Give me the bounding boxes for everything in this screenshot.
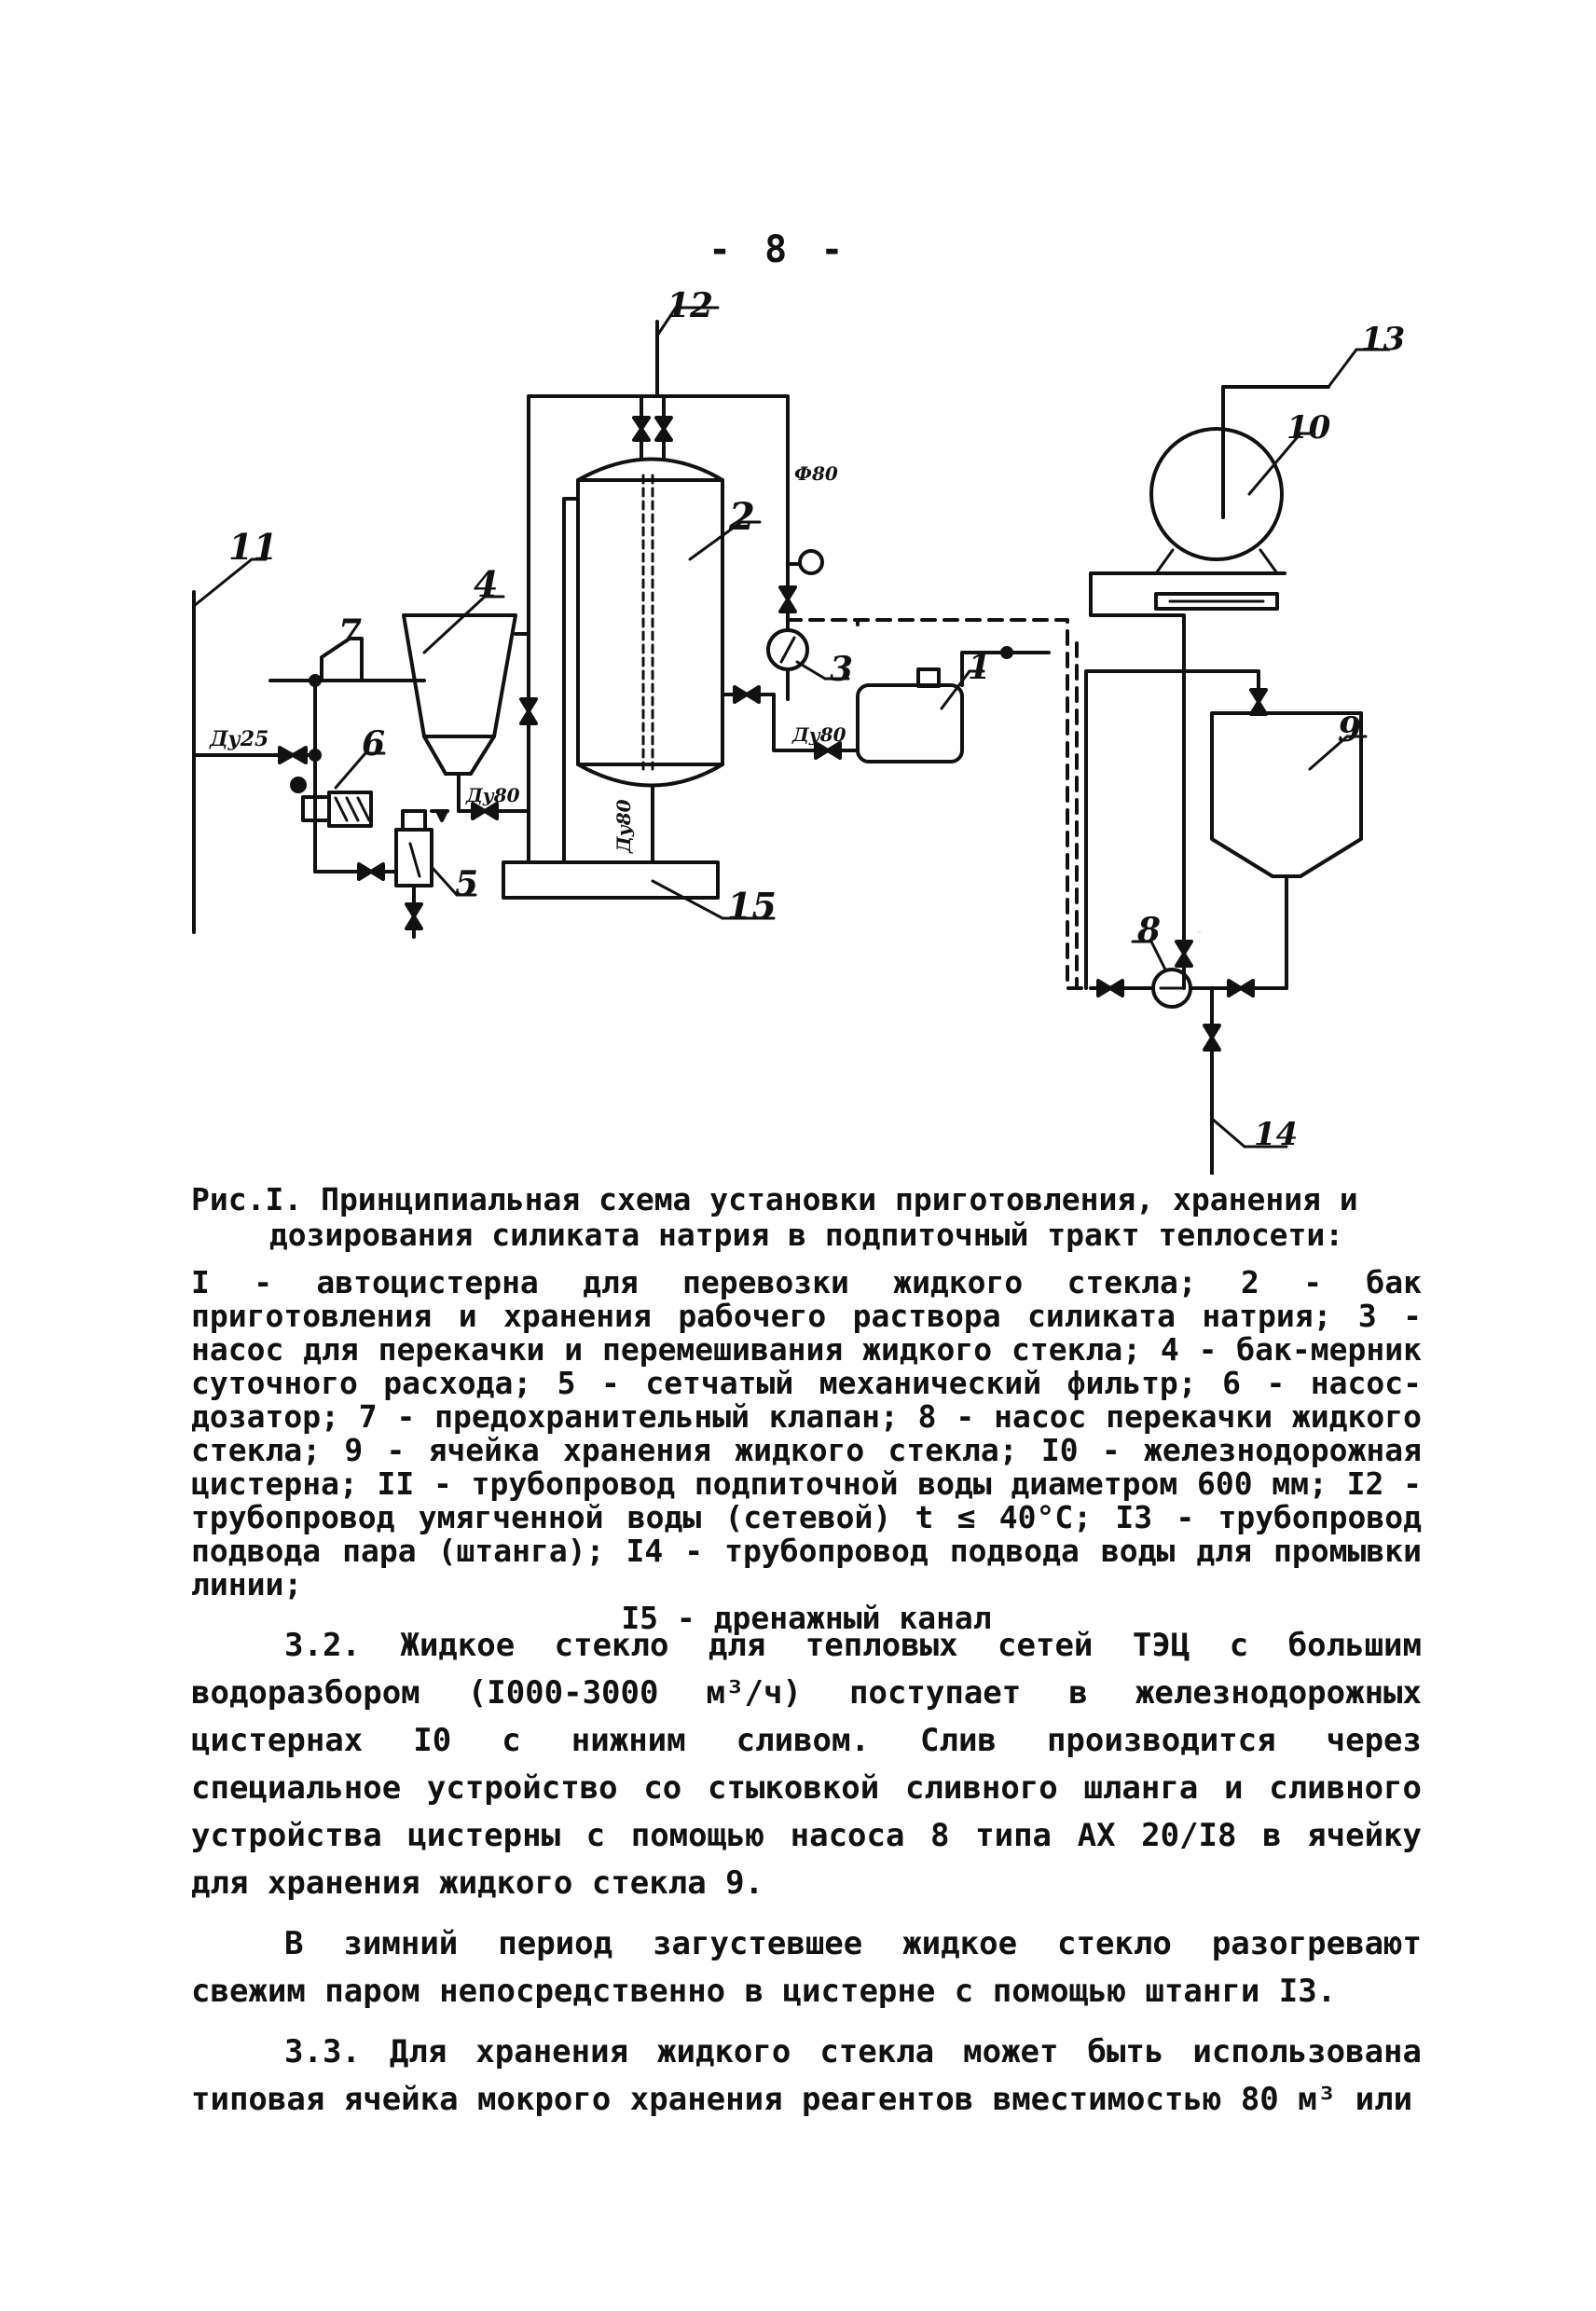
autocistern-1 <box>858 685 962 762</box>
caption-legend-text: I - автоцистерна для перевозки жидкого стекла; 2 - бак приготовления и хранения рабочего раствора силиката натрия; 3 - насос для перекачки и перемешивания жидкого стекла; 4 - бак-мерник суточного расхода; 5 - сетчатый механический фильтр; 6 - насос-дозатор; 7 - предохранительный клапан; 8 - насос перекачки жидкого стекла; 9 - ячейка хранения жидкого стекла; I0 - железнодорожная цистерна; II - трубопровод подпиточной воды диаметром 600 мм; I2 - трубопровод умягченной воды (сетевой) t ≤ 40°C; I3 - трубопровод подвода пара (штанга); I4 - трубопровод подвода воды для промывки линии; <box>191 1264 1422 1603</box>
annotation-dy80-a: Ду80 <box>466 784 520 806</box>
label-12: 12 <box>667 286 714 325</box>
caption-title <box>191 1182 1422 1253</box>
label-14: 14 <box>1254 1116 1299 1153</box>
figure-caption <box>191 1182 1422 1635</box>
caption-legend <box>191 1266 1422 1635</box>
body-text <box>191 1622 1422 2137</box>
label-7: 7 <box>338 612 363 652</box>
annotation-dy80-d: Ду80 <box>1198 932 1201 933</box>
page-number: - 8 - <box>709 228 849 271</box>
label-13: 13 <box>1361 321 1406 358</box>
drain-channel-15 <box>503 862 718 898</box>
caption-title-line2: дозирования силиката натрия в подпиточный тракт теплосети: <box>268 1217 1344 1253</box>
annotation-dy80-c: Ду80 <box>792 723 846 746</box>
label-6: 6 <box>362 724 386 763</box>
label-9: 9 <box>1338 710 1362 750</box>
annotation-dy25: Ду25 <box>210 727 269 751</box>
paragraph-3-3: 3.3. Для хранения жидкого стекла может быть использована типовая ячейка мокрого хранения реагентов вместимостью 80 м³ или <box>191 2033 1422 2118</box>
label-5: 5 <box>455 864 479 903</box>
paragraph-3-2: 3.2. Жидкое стекло для тепловых сетей ТЭЦ с большим водоразбором (I000-3000 м³/ч) поступает в железнодорожных цистернах I0 с нижним сливом. Слив производится через специальное устройство со стыковкой сливного шланга и сливного устройства цистерны с помощью насоса 8 типа АХ 20/I8 в ячейку для хранения жидкого стекла 9. <box>191 1627 1422 1902</box>
measuring-tank-4 <box>404 615 516 736</box>
caption-legend-last: I5 - дренажный канал <box>621 1600 992 1636</box>
label-8: 8 <box>1137 911 1162 950</box>
railway-tank-10 <box>1151 429 1282 559</box>
label-11: 11 <box>228 526 278 568</box>
annotation-dy80-b: Ду80 <box>612 799 635 853</box>
label-10: 10 <box>1286 409 1331 447</box>
label-3: 3 <box>830 650 854 689</box>
annotation-phi80: Ф80 <box>794 462 838 485</box>
paragraph-winter: В зимний период загустевшее жидкое стекло разогревают свежим паром непосредственно в цистерне с помощью штанги I3. <box>191 1925 1422 2010</box>
pressure-gauge <box>800 551 822 573</box>
label-15: 15 <box>727 885 777 927</box>
label-1: 1 <box>968 648 992 687</box>
label-2: 2 <box>729 495 755 539</box>
storage-tank-2 <box>578 460 722 786</box>
label-4: 4 <box>474 563 499 605</box>
caption-title-line1: Рис.I. Принципиальная схема установки приготовления, хранения и <box>191 1181 1358 1217</box>
